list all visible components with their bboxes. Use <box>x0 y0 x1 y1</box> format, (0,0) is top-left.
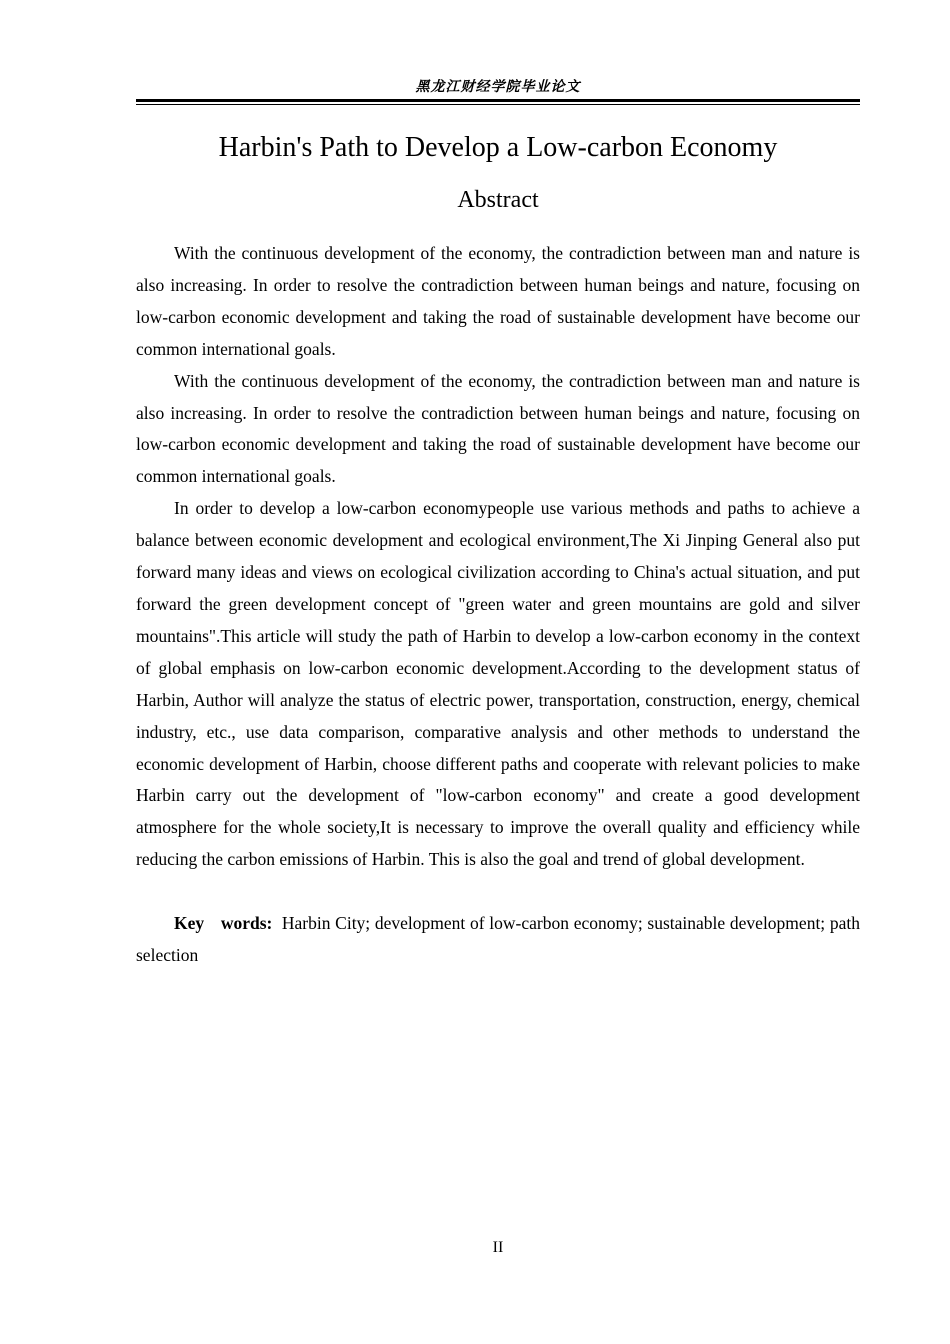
running-header: 黑龙江财经学院毕业论文 <box>415 79 581 95</box>
page-number: II <box>492 1239 504 1256</box>
keywords-text: Harbin City; development of low-carbon economy; sustainable development; path selection <box>136 913 861 965</box>
keywords-paragraph <box>136 908 860 972</box>
abstract-heading: Abstract <box>457 187 539 213</box>
thesis-title: Harbin's Path to Develop a Low-carbon Economy <box>218 132 778 163</box>
header-rule-thin <box>136 104 860 105</box>
abstract-body <box>136 238 860 972</box>
abstract-paragraph-2: With the continuous development of the economy, the contradiction between man and nature is also increasing. In order to resolve the contradiction between human beings and nature, focusing on low-carbon economic development and taking the road of sustainable development have become our common international goals. <box>136 370 860 487</box>
header-rule-thick <box>136 99 860 102</box>
keywords-label: Key words: <box>174 913 273 934</box>
abstract-paragraph-1: With the continuous development of the economy, the contradiction between man and nature is also increasing. In order to resolve the contradiction between human beings and nature, focusing on low-carbon economic development and taking the road of sustainable development have become our common international goals. <box>136 243 860 359</box>
abstract-paragraph-3: In order to develop a low-carbon economypeople use various methods and paths to achieve a balance between economic development and ecological environment,The Xi Jinping General also put forward many ideas and views on ecological civilization according to China's actual situation, and put forward the green development concept of "green water and green mountains are gold and silver mountains".This article will study the path of Harbin to develop a low-carbon economy in the context of global emphasis on low-carbon economic development.According to the development status of Harbin, Author will analyze the status of electric power, transportation, construction, energy, chemical industry, etc., use data comparison, comparative analysis and other methods to understand the economic development of Harbin, choose different paths and cooperate with relevant policies to make Harbin carry out the development of "low-carbon economy" and create a good development atmosphere for the whole society,It is necessary to improve the overall quality and efficiency while reducing the carbon emissions of Harbin. This is also the goal and trend of global development. <box>136 498 860 870</box>
